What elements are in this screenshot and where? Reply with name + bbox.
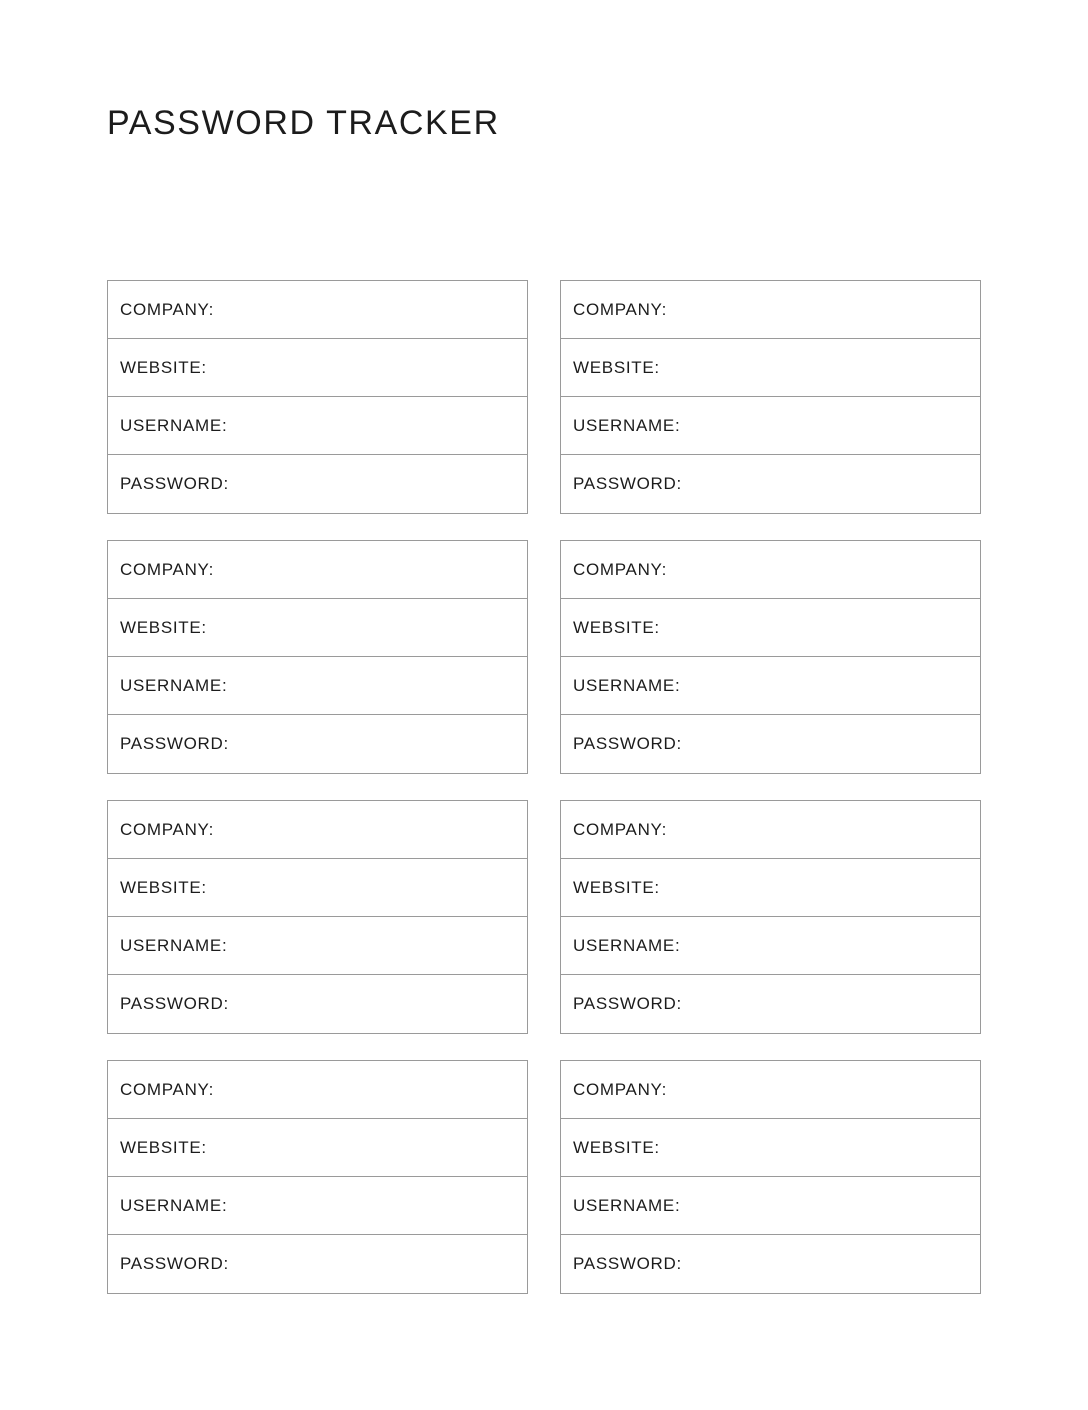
- field-password[interactable]: [108, 975, 527, 1033]
- field-company[interactable]: [561, 1061, 980, 1119]
- field-label-website: WEBSITE:: [120, 1137, 207, 1157]
- field-username[interactable]: [108, 917, 527, 975]
- field-label-company: COMPANY:: [573, 1079, 668, 1099]
- field-username[interactable]: [108, 397, 527, 455]
- password-entry-card: [107, 800, 528, 1034]
- field-website[interactable]: [108, 339, 527, 397]
- field-label-password: PASSWORD:: [573, 1254, 682, 1273]
- field-password[interactable]: [108, 1235, 527, 1293]
- field-website[interactable]: [108, 599, 527, 657]
- field-website[interactable]: [561, 339, 980, 397]
- field-website[interactable]: [108, 859, 527, 917]
- field-company[interactable]: [561, 541, 980, 599]
- field-label-password: PASSWORD:: [120, 734, 229, 753]
- field-label-username: USERNAME:: [120, 675, 228, 695]
- field-label-password: PASSWORD:: [120, 1254, 229, 1273]
- field-website[interactable]: [108, 1119, 527, 1177]
- field-label-website: WEBSITE:: [573, 617, 660, 637]
- field-username[interactable]: [561, 657, 980, 715]
- field-company[interactable]: [108, 541, 527, 599]
- field-label-password: PASSWORD:: [573, 994, 682, 1013]
- field-label-username: USERNAME:: [573, 675, 681, 695]
- field-label-company: COMPANY:: [120, 299, 215, 319]
- field-label-company: COMPANY:: [573, 819, 668, 839]
- entry-grid: [107, 280, 981, 1294]
- field-label-password: PASSWORD:: [120, 994, 229, 1013]
- field-username[interactable]: [561, 917, 980, 975]
- password-entry-card: [560, 1060, 981, 1294]
- field-label-website: WEBSITE:: [120, 617, 207, 637]
- password-entry-card: [107, 280, 528, 514]
- field-company[interactable]: [108, 801, 527, 859]
- field-password[interactable]: [561, 455, 980, 513]
- field-website[interactable]: [561, 599, 980, 657]
- field-username[interactable]: [561, 1177, 980, 1235]
- field-label-company: COMPANY:: [120, 819, 215, 839]
- password-entry-card: [107, 540, 528, 774]
- field-company[interactable]: [561, 281, 980, 339]
- field-label-website: WEBSITE:: [573, 357, 660, 377]
- field-label-website: WEBSITE:: [573, 877, 660, 897]
- field-password[interactable]: [561, 1235, 980, 1293]
- field-label-username: USERNAME:: [573, 415, 681, 435]
- field-username[interactable]: [108, 657, 527, 715]
- password-entry-card: [560, 800, 981, 1034]
- field-website[interactable]: [561, 1119, 980, 1177]
- field-label-username: USERNAME:: [120, 415, 228, 435]
- field-label-username: USERNAME:: [573, 1195, 681, 1215]
- field-label-password: PASSWORD:: [573, 734, 682, 753]
- field-password[interactable]: [561, 975, 980, 1033]
- field-company[interactable]: [108, 1061, 527, 1119]
- field-label-website: WEBSITE:: [120, 357, 207, 377]
- field-password[interactable]: [561, 715, 980, 773]
- password-entry-card: [107, 1060, 528, 1294]
- field-label-website: WEBSITE:: [120, 877, 207, 897]
- field-label-password: PASSWORD:: [120, 474, 229, 493]
- field-label-username: USERNAME:: [120, 935, 228, 955]
- field-website[interactable]: [561, 859, 980, 917]
- field-password[interactable]: [108, 715, 527, 773]
- field-label-password: PASSWORD:: [573, 474, 682, 493]
- field-label-username: USERNAME:: [573, 935, 681, 955]
- field-username[interactable]: [561, 397, 980, 455]
- field-company[interactable]: [561, 801, 980, 859]
- field-password[interactable]: [108, 455, 527, 513]
- field-company[interactable]: [108, 281, 527, 339]
- field-label-website: WEBSITE:: [573, 1137, 660, 1157]
- field-label-company: COMPANY:: [573, 299, 668, 319]
- field-label-company: COMPANY:: [120, 559, 215, 579]
- field-label-username: USERNAME:: [120, 1195, 228, 1215]
- password-entry-card: [560, 540, 981, 774]
- field-label-company: COMPANY:: [120, 1079, 215, 1099]
- page-title: PASSWORD TRACKER: [107, 104, 500, 142]
- password-entry-card: [560, 280, 981, 514]
- field-username[interactable]: [108, 1177, 527, 1235]
- field-label-company: COMPANY:: [573, 559, 668, 579]
